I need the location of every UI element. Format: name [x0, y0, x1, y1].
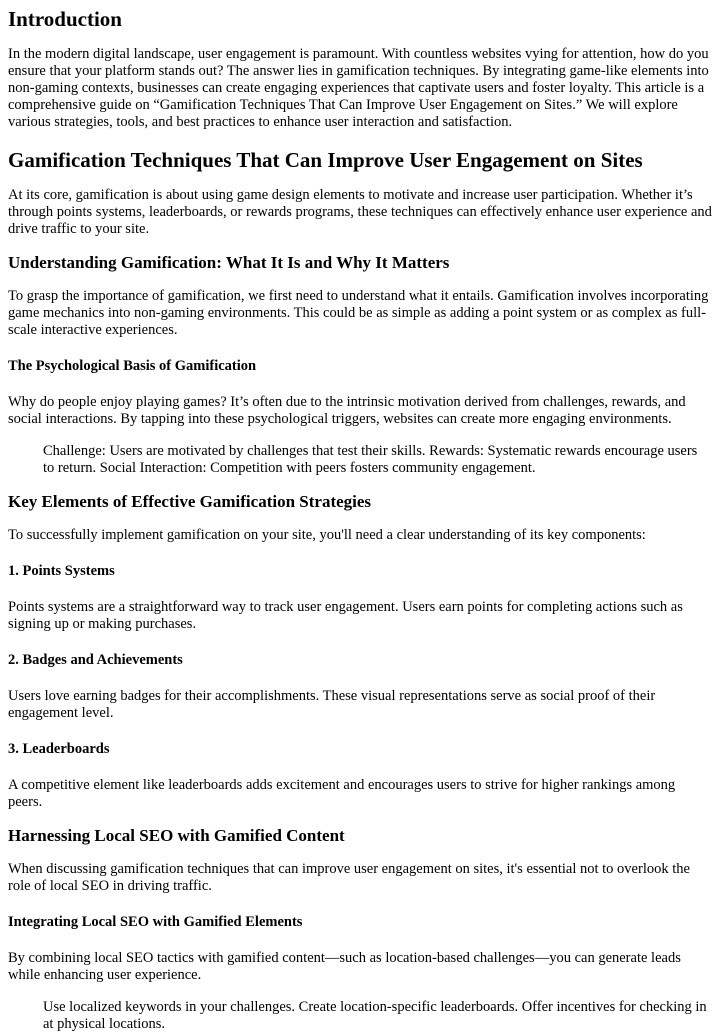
integrating-seo-blockquote: Use localized keywords in your challenges. Create location-specific leaderboards. Offer incentives for checking in at physical locations.: [43, 999, 707, 1032]
leaderboards-heading: 3. Leaderboards: [8, 741, 110, 757]
psych-heading: The Psychological Basis of Gamification: [8, 358, 257, 374]
integrating-seo-heading: Integrating Local SEO with Gamified Elements: [8, 914, 303, 930]
local-seo-heading: Harnessing Local SEO with Gamified Content: [8, 826, 345, 845]
intro-heading: Introduction: [8, 7, 122, 31]
psych-blockquote: Challenge: Users are motivated by challenges that test their skills. Rewards: Systematic rewards encourage users to return. Social Interaction: Competition with peers fosters community engagement.: [43, 443, 698, 476]
key-elements-heading: Key Elements of Effective Gamification Strategies: [8, 492, 372, 511]
badges-paragraph: Users love earning badges for their accomplishments. These visual representations serve as social proof of their engagement level.: [8, 688, 656, 721]
intro-paragraph: In the modern digital landscape, user engagement is paramount. With countless websites vying for attention, how do you ensure that your platform stands out? The answer lies in gamification techniques. By integrating game-like elements into non-gaming contexts, businesses can create engaging experiences that captivate users and foster loyalty. This article is a comprehensive guide on “Gamification Techniques That Can Improve User Engagement on Sites.” We will explore various strategies, tools, and best practices to enhance user interaction and satisfaction.: [8, 46, 709, 130]
article: [0, 7, 720, 1033]
main-heading: Gamification Techniques That Can Improve User Engagement on Sites: [8, 148, 643, 172]
key-elements-paragraph: To successfully implement gamification on your site, you'll need a clear understanding of its key components:: [8, 527, 646, 543]
main-paragraph: At its core, gamification is about using game design elements to motivate and increase user participation. Whether it’s through points systems, leaderboards, or rewards programs, these techniques can effectively enhance user experience and drive traffic to your site.: [8, 187, 712, 237]
psych-paragraph: Why do people enjoy playing games? It’s often due to the intrinsic motivation derived from challenges, rewards, and social interactions. By tapping into these psychological triggers, websites can create more engaging environments.: [8, 394, 686, 427]
leaderboards-paragraph: A competitive element like leaderboards adds excitement and encourages users to strive for higher rankings among peers.: [8, 777, 676, 810]
understanding-heading: Understanding Gamification: What It Is and Why It Matters: [8, 253, 450, 272]
points-paragraph: Points systems are a straightforward way to track user engagement. Users earn points for completing actions such as signing up or making purchases.: [8, 599, 683, 632]
integrating-seo-paragraph: By combining local SEO tactics with gamified content—such as location-based challenges—you can generate leads while enhancing user experience.: [8, 950, 681, 983]
local-seo-paragraph: When discussing gamification techniques that can improve user engagement on sites, it's essential not to overlook the role of local SEO in driving traffic.: [8, 861, 690, 894]
understanding-paragraph: To grasp the importance of gamification, we first need to understand what it entails. Gamification involves incorporating game mechanics into non-gaming environments. This could be as simple as adding a point system or as complex as full-scale interactive experiences.: [8, 288, 709, 338]
points-heading: 1. Points Systems: [8, 563, 115, 579]
badges-heading: 2. Badges and Achievements: [8, 652, 183, 668]
